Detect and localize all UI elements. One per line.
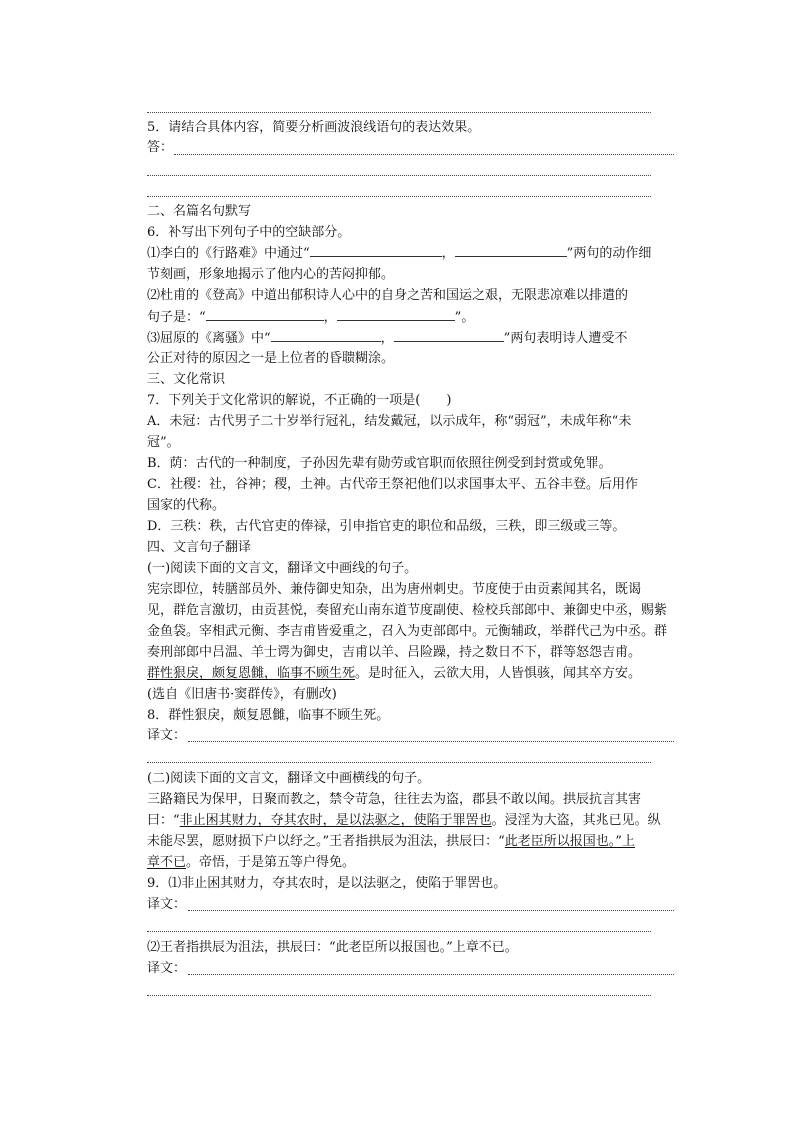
question-6-item-1-cont: 节刻画，形象地揭示了他内心的苦闷抑郁。 <box>147 267 395 282</box>
option-a-cont: 冠”。 <box>147 435 180 450</box>
fill-blank[interactable] <box>455 244 567 257</box>
option-b: B．荫：古代的一种制度，子孙因先辈有勋劳或官职而依照往例受到封赏或免罪。 <box>147 456 612 471</box>
answer-line[interactable] <box>147 196 651 197</box>
fill-blank[interactable] <box>394 329 504 342</box>
part-2-intro: (二)阅读下面的文言文，翻译文中画横线的句子。 <box>147 771 431 786</box>
passage-2-line: 曰：“非止困其财力，夺其农时，是以法驱之，使陷于罪罟也。浸淫为大盗，其兆已见。纵 <box>147 813 661 828</box>
question-6-item-3-cont: 公正对待的原因之一是上位者的昏聩糊涂。 <box>147 351 395 366</box>
underlined-sentence: 非止困其财力，夺其农时，是以法驱之，使陷于罪罟也 <box>179 813 492 828</box>
question-7: 7．下列关于文化常识的解说，不正确的一项是( ) <box>147 393 452 408</box>
passage-2-line: 未能尽罢，愿财损下户以纾之。”王者指拱辰为沮法，拱辰曰：“此老臣所以报国也。”上 <box>147 834 635 849</box>
passage-1-line: 奏刑部郎中吕温、羊士谔为御史，吉甫以羊、吕险躁，持之数日不下，群等怒怨吉甫。 <box>147 645 642 660</box>
underlined-sentence: 章不已 <box>147 855 187 870</box>
option-c-cont: 国家的代称。 <box>147 498 226 513</box>
passage-1-line: 金鱼袋。宰相武元衡、李吉甫皆爱重之，召入为吏部郎中。元衡辅政，举群代己为中丞。群 <box>147 624 668 639</box>
option-a: A．未冠：古代男子二十岁举行冠礼，结发戴冠，以示成年，称“弱冠”，未成年称“未 <box>147 414 632 429</box>
answer-label: 答： <box>147 140 174 155</box>
answer-line[interactable] <box>188 910 674 911</box>
answer-line[interactable] <box>188 974 674 975</box>
question-9-1: 9．⑴非止困其财力，夺其农时，是以法驱之，使陷于罪罟也。 <box>147 876 507 891</box>
section-3-title: 三、文化常识 <box>147 372 226 387</box>
underlined-sentence: 此老臣所以报国也。”上 <box>504 834 635 849</box>
answer-line[interactable] <box>147 931 651 932</box>
fill-blank[interactable] <box>337 308 455 321</box>
translation-row <box>147 727 674 745</box>
part-1-intro: (一)阅读下面的文言文，翻译文中画线的句子。 <box>147 561 418 576</box>
section-2-title: 二、名篇名句默写 <box>147 204 252 219</box>
question-6-item-3: ⑶屈原的《离骚》中“ ， ”两句表明诗人遭受不 <box>147 331 628 346</box>
question-6-intro: 6．补写出下列句子中的空缺部分。 <box>147 225 351 240</box>
passage-1-source: (选自《旧唐书·窦群传》，有删改) <box>147 687 337 702</box>
question-9-2: ⑵王者指拱辰为沮法，拱辰曰：“此老臣所以报国也。”上章不已。 <box>147 940 518 955</box>
passage-2-line: 章不已。帝悟，于是第五等户得免。 <box>147 855 356 870</box>
translation-label: 译文： <box>147 961 187 976</box>
answer-line[interactable] <box>147 112 651 113</box>
answer-line[interactable] <box>188 741 674 742</box>
translation-row <box>147 960 674 978</box>
section-4-title: 四、文言句子翻译 <box>147 540 252 555</box>
answer-line[interactable] <box>147 762 651 763</box>
translation-label: 译文： <box>147 728 187 743</box>
option-d: D．三秩：秩，古代官吏的俸禄，引申指官吏的职位和品级，三秩，即三级或三等。 <box>147 519 626 534</box>
underlined-sentence: 群性狠戾，颇复恩雠，临事不顾生死 <box>147 666 356 681</box>
question-5: 5．请结合具体内容，简要分析画波浪线语句的表达效果。 <box>147 120 481 135</box>
question-6-item-2: ⑵杜甫的《登高》中道出郁积诗人心中的自身之苦和国运之艰，无限悲凉难以排遣的 <box>147 288 629 303</box>
passage-1-line: 宪宗即位，转膳部员外、兼侍御史知杂，出为唐州刺史。节度使于由贡素闻其名，既谒 <box>147 582 642 597</box>
passage-1-line: 群性狠戾，颇复恩雠，临事不顾生死。是时征入，云欲大用，人皆惧骇，闻其卒方安。 <box>147 666 642 681</box>
question-6-item-1: ⑴李白的《行路难》中通过“ ， ”两句的动作细 <box>147 246 652 261</box>
answer-line[interactable] <box>147 175 651 176</box>
question-6-item-2-cont: 句子是：“ ， ”。 <box>147 310 475 325</box>
question-8: 8．群性狠戾，颇复恩雠，临事不顾生死。 <box>147 708 390 723</box>
fill-blank[interactable] <box>206 308 324 321</box>
passage-2-line: 三路籍民为保甲，日聚而教之，禁令苛急，往往去为盗，郡县不敢以闻。拱辰抗言其害 <box>147 792 642 807</box>
option-c: C．社稷：社，谷神；稷，土神。古代帝王祭祀他们以求国事太平、五谷丰登。后用作 <box>147 477 638 492</box>
fill-blank[interactable] <box>310 244 442 257</box>
translation-row <box>147 896 674 914</box>
answer-line[interactable] <box>174 154 674 155</box>
translation-label: 译文： <box>147 897 187 912</box>
answer-line[interactable] <box>147 995 651 996</box>
passage-1-line: 见，群危言激切，由贡甚悦，奏留充山南东道节度副使、检校兵部郎中、兼御史中丞，赐紫 <box>147 603 668 618</box>
fill-blank[interactable] <box>271 329 381 342</box>
